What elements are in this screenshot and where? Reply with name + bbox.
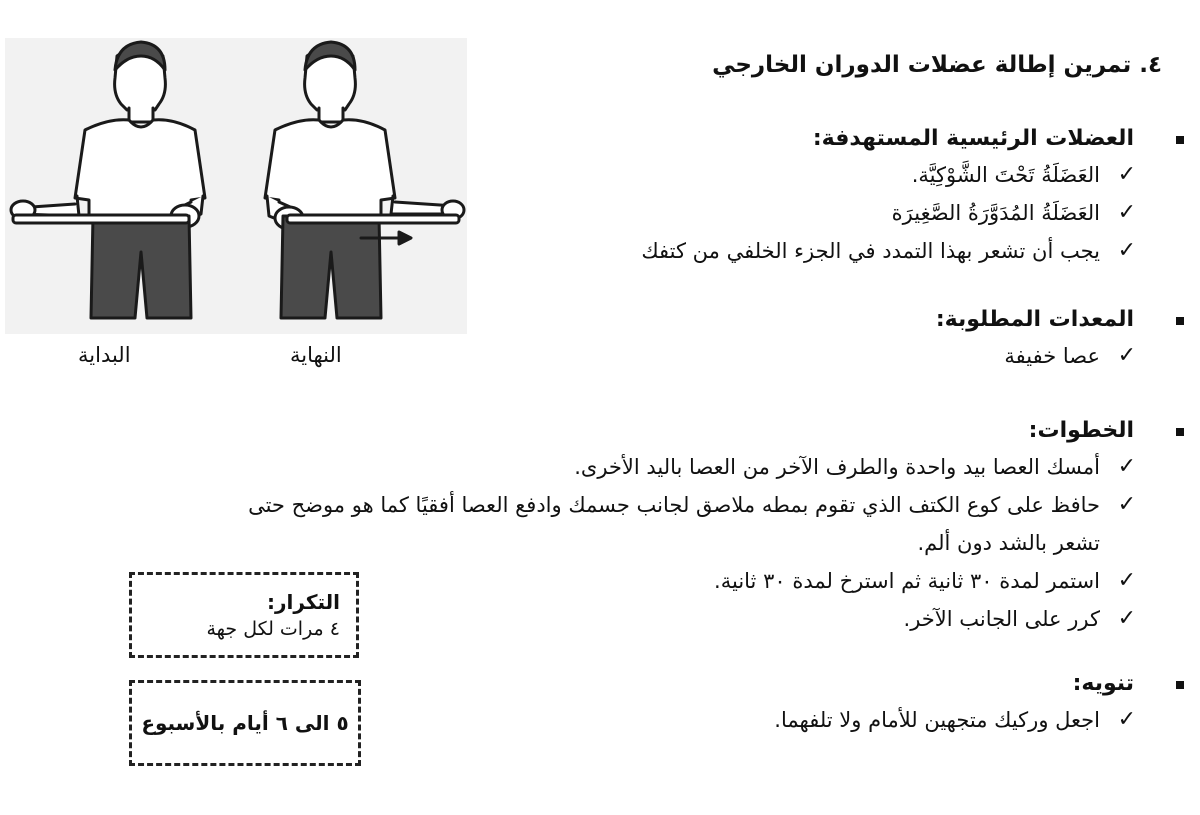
check-list <box>240 448 1134 638</box>
exercise-illustration <box>5 38 467 334</box>
figure-start-position <box>11 42 205 318</box>
list-item-text: العَضَلَةُ المُدَوَّرَةُ الصَّغِيرَة <box>891 201 1100 225</box>
list-item <box>240 600 1136 638</box>
check-icon: ✓ <box>1117 606 1136 631</box>
list-item-text: العَضَلَةُ تَحْتَ الشَّوْكِيَّة. <box>911 163 1100 187</box>
check-icon: ✓ <box>1117 492 1136 517</box>
list-item <box>774 701 1136 739</box>
check-icon: ✓ <box>1117 200 1136 225</box>
frequency-value: ٥ الى ٦ أيام بالأسبوع <box>141 711 349 735</box>
check-icon: ✓ <box>1117 568 1136 593</box>
list-item <box>936 337 1136 375</box>
check-icon: ✓ <box>1117 454 1136 479</box>
list-item-text: استمر لمدة ٣٠ ثانية ثم استرخ لمدة ٣٠ ثانية. <box>714 569 1100 593</box>
section-equipment <box>936 303 1134 375</box>
figure-end-position <box>265 42 464 318</box>
page-title: ٤. تمرين إطالة عضلات الدوران الخارجي <box>712 52 1162 78</box>
section-heading: الخطوات: <box>240 414 1134 448</box>
check-icon: ✓ <box>1117 238 1136 263</box>
exercise-illustration-svg <box>5 38 467 334</box>
section-steps <box>240 414 1134 638</box>
section-note <box>774 667 1134 739</box>
list-item <box>641 194 1136 232</box>
section-heading: تنويه: <box>774 667 1134 701</box>
check-icon: ✓ <box>1117 707 1136 732</box>
list-item <box>240 448 1136 486</box>
section-heading: العضلات الرئيسية المستهدفة: <box>641 122 1134 156</box>
repetitions-label: التكرار: <box>267 590 340 614</box>
figure-caption-end: النهاية <box>290 343 342 367</box>
check-list <box>936 337 1134 375</box>
check-icon: ✓ <box>1117 343 1136 368</box>
check-list <box>774 701 1134 739</box>
list-item <box>641 232 1136 270</box>
list-item-text: يجب أن تشعر بهذا التمدد في الجزء الخلفي من كتفك <box>641 239 1100 263</box>
list-item <box>240 486 1136 562</box>
list-item-text: أمسك العصا بيد واحدة والطرف الآخر من العصا باليد الأخرى. <box>574 455 1100 479</box>
section-heading: المعدات المطلوبة: <box>936 303 1134 337</box>
repetitions-value: ٤ مرات لكل جهة <box>206 618 340 640</box>
list-item-text: عصا خفيفة <box>1004 344 1100 368</box>
list-item-text: حافظ على كوع الكتف الذي تقوم بمطه ملاصق لجانب جسمك وادفع العصا أفقيًا كما هو موضح حتى تشعر بالشد دون ألم. <box>248 493 1100 555</box>
repetitions-box <box>129 572 359 658</box>
check-icon: ✓ <box>1117 162 1136 187</box>
check-list <box>641 156 1134 270</box>
list-item-text: اجعل وركيك متجهين للأمام ولا تلفهما. <box>774 708 1100 732</box>
list-item-text: كرر على الجانب الآخر. <box>903 607 1100 631</box>
figure-caption-start: البداية <box>78 343 131 367</box>
frequency-box <box>129 680 361 766</box>
list-item <box>641 156 1136 194</box>
section-target-muscles <box>641 122 1134 270</box>
list-item <box>240 562 1136 600</box>
